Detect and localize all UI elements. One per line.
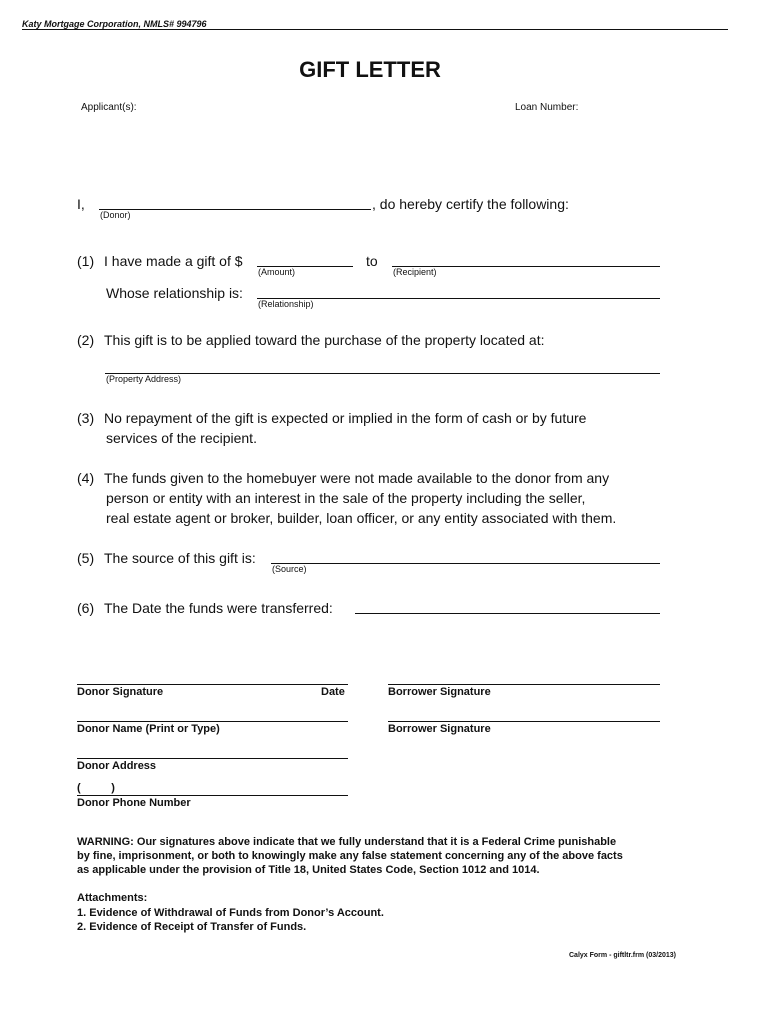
item4-line1: The funds given to the homebuyer were not made available to the donor from any [104,470,610,486]
date-label: Date [321,686,345,698]
item1-text: I have made a gift of $ [104,253,243,269]
form-id-footer: Calyx Form - giftltr.frm (03/2013) [569,952,676,959]
attachments-heading: Attachments: [77,892,148,904]
phone-area-code: ( ) [77,782,115,794]
header-rule [22,29,728,30]
company-header: Katy Mortgage Corporation, NMLS# 994796 [22,19,207,29]
donor-signature-label: Donor Signature [77,686,164,698]
borrower-signature-label-2: Borrower Signature [388,723,491,735]
donor-address-line[interactable] [77,758,348,759]
item4-line3: real estate agent or broker, builder, loan officer, or any entity associated with them. [106,510,617,526]
item6-text: The Date the funds were transferred: [104,600,333,616]
item3-line1: No repayment of the gift is expected or implied in the form of cash or by future [104,410,587,426]
warning-line-2: by fine, imprisonment, or both to knowingly make any false statement concerning any of the above facts [77,850,623,862]
donor-caption: (Donor) [100,210,131,220]
item4-number: (4) [77,470,95,486]
item4-line2: person or entity with an interest in the sale of the property including the seller, [106,490,586,506]
borrower-signature-line-2[interactable] [388,721,660,722]
item6-number: (6) [77,600,95,616]
donor-name-line[interactable] [99,209,371,210]
transfer-date-line[interactable] [355,613,660,614]
borrower-signature-line-1[interactable] [388,684,660,685]
relationship-caption: (Relationship) [258,299,314,309]
donor-signature-line[interactable] [77,684,348,685]
warning-line-1: WARNING: Our signatures above indicate that we fully understand that it is a Federal Crime punishable [77,836,617,848]
item5-text: The source of this gift is: [104,550,256,566]
donor-address-label: Donor Address [77,760,157,772]
donor-name-label: Donor Name (Print or Type) [77,723,220,735]
item3-line2: services of the recipient. [106,430,257,446]
item2-number: (2) [77,332,95,348]
donor-phone-label: Donor Phone Number [77,797,191,809]
item2-text: This gift is to be applied toward the purchase of the property located at: [104,332,545,348]
donor-name-sig-line[interactable] [77,721,348,722]
page-title: GIFT LETTER [299,57,441,82]
item5-number: (5) [77,550,95,566]
applicants-label: Applicant(s): [81,102,137,113]
attachment-item-1: 1. Evidence of Withdrawal of Funds from Donor’s Account. [77,907,384,919]
relationship-label: Whose relationship is: [106,285,243,301]
loan-number-label: Loan Number: [515,102,579,113]
certify-suffix: , do hereby certify the following: [372,196,569,212]
donor-phone-line[interactable] [77,795,348,796]
source-line[interactable] [271,563,660,564]
item1-to: to [366,253,378,269]
borrower-signature-label-1: Borrower Signature [388,686,491,698]
item1-number: (1) [77,253,95,269]
property-address-caption: (Property Address) [106,374,182,384]
relationship-line[interactable] [257,298,660,299]
recipient-caption: (Recipient) [393,267,437,277]
amount-caption: (Amount) [258,267,296,277]
certify-prefix: I, [77,196,85,212]
item3-number: (3) [77,410,95,426]
warning-line-3: as applicable under the provision of Title 18, United States Code, Section 1012 and 1014. [77,864,540,876]
source-caption: (Source) [272,564,307,574]
attachment-item-2: 2. Evidence of Receipt of Transfer of Funds. [77,921,307,933]
property-address-line[interactable] [105,373,660,374]
